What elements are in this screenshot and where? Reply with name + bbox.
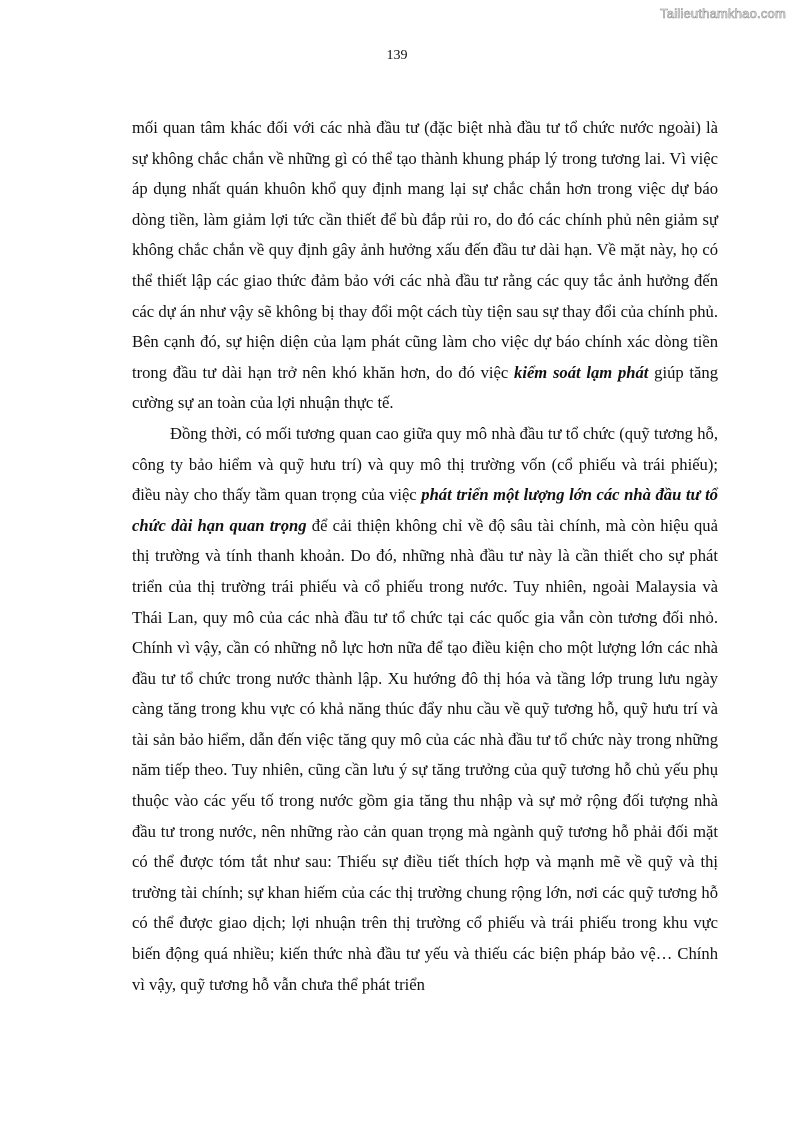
body-text [132,113,718,1000]
emphasis-institutional-investors: phát triển một lượng lớn các nhà đầu tư tổ chức dài hạn quan trọng [132,485,718,535]
paragraph-2 [132,419,718,1000]
paragraph-1 [132,113,718,419]
watermark: Tailieuthamkhao.com [660,6,786,21]
paragraph-2-text-start: Đồng thời, có mối tương quan cao giữa quy mô nhà đầu tư tổ chức (quỹ tương hỗ, công ty bảo hiểm và quỹ hưu trí) và quy mô thị trường vốn (cổ phiếu và trái phiếu); điều này cho thấy tầm quan trọng của việc [132,423,718,505]
paragraph-2-text-end: để cải thiện không chỉ về độ sâu tài chính, mà còn hiệu quả thị trường và tính thanh khoản. Do đó, những nhà đầu tư này là cần thiết cho sự phát triển của thị trường trái phiếu và cổ phiếu trong nước. Tuy nhiên, ngoài Malaysia và Thái Lan, quy mô của các nhà đầu tư tổ chức tại các quốc gia vẫn còn tương đối nhỏ. Chính vì vậy, cần có những nỗ lực hơn nữa để tạo điều kiện cho một lượng lớn các nhà đầu tư tổ chức trong nước thành lập. Xu hướng đô thị hóa và tầng lớp trung lưu ngày càng tăng trong khu vực có khả năng thúc đẩy nhu cầu về quỹ tương hỗ, quỹ hưu trí và tài sản bảo hiểm, dẫn đến việc tăng quy mô của các nhà đầu tư tổ chức này trong những năm tiếp theo. Tuy nhiên, cũng cần lưu ý sự tăng trưởng của quỹ tương hỗ chủ yếu phụ thuộc vào các yếu tố trong nước gồm gia tăng thu nhập và sự mở rộng đối tượng nhà đầu tư trong nước, nên những rào cản quan trọng mà ngành quỹ tương hỗ phải đối mặt có thể được tóm tắt như sau: Thiếu sự điều tiết thích hợp và mạnh mẽ về quỹ và thị trường tài chính; sự khan hiếm của các thị trường chung rộng lớn, nơi các quỹ tương hỗ có thể được giao dịch; lợi nhuận trên thị trường cổ phiếu và trái phiếu trong khu vực biến động quá nhiều; kiến thức nhà đầu tư yếu và thiếu các biện pháp bảo vệ… Chính vì vậy, quỹ tương hỗ vẫn chưa thể phát triển [132,515,718,994]
emphasis-inflation-control: kiểm soát lạm phát [514,362,649,382]
paragraph-1-text-start: mối quan tâm khác đối với các nhà đầu tư (đặc biệt nhà đầu tư tổ chức nước ngoài) là sự không chắc chắn về những gì có thể tạo thành khung pháp lý trong tương lai. Vì việc áp dụng nhất quán khuôn khổ quy định mang lại sự chắc chắn hơn trong việc dự báo dòng tiền, làm giảm lợi tức cần thiết để bù đắp rủi ro, do đó các chính phủ nên giảm sự không chắc chắn về quy định gây ảnh hưởng xấu đến đầu tư dài hạn. Về mặt này, họ có thể thiết lập các giao thức đảm bảo với các nhà đầu tư rằng các quy tắc ảnh hưởng đến các dự án như vậy sẽ không bị thay đổi một cách tùy tiện sau sự thay đổi của chính phủ. Bên cạnh đó, sự hiện diện của lạm phát cũng làm cho việc dự báo chính xác dòng tiền trong đầu tư dài hạn trở nên khó khăn hơn, do đó việc [132,118,718,382]
page-number: 139 [386,48,408,63]
paragraph-1-text-end: giúp tăng cường sự an toàn của lợi nhuận thực tế. [132,362,718,413]
